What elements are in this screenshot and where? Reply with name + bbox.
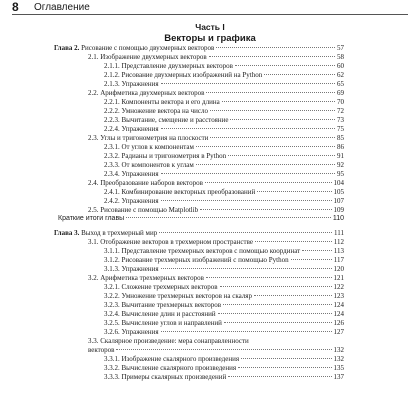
toc-entry-title: 3.2.4. Вычисление длин и расстояний bbox=[104, 310, 216, 318]
toc-entry-title: 2.2.2. Умножение вектора на число bbox=[104, 107, 209, 115]
toc-entry-title: 2.2.1. Компоненты вектора и его длина bbox=[104, 98, 220, 106]
toc-page-number: 132 bbox=[333, 346, 344, 354]
toc-entry-title: 3.1.1. Представление трехмерных векторов с помощью координат bbox=[104, 247, 301, 255]
toc-entry-title: 3.2.5. Вычисление углов и направлений bbox=[104, 319, 222, 327]
toc-page-number: 69 bbox=[337, 89, 344, 97]
toc-page-number: 117 bbox=[333, 256, 344, 264]
dot-leader bbox=[255, 241, 332, 242]
toc-entry bbox=[54, 143, 344, 152]
toc-entry-title: 2.3.3. От компонентов к углам bbox=[104, 161, 194, 169]
part-heading bbox=[0, 22, 420, 45]
toc-entry-title bbox=[54, 229, 157, 237]
toc-entry bbox=[54, 355, 344, 364]
table-of-contents bbox=[54, 44, 344, 382]
toc-page-number: 60 bbox=[337, 62, 344, 70]
chapter-label: Глава 2. bbox=[54, 44, 80, 52]
toc-entry-title: 2.1.1. Представление двухмерных векторов bbox=[104, 62, 233, 70]
toc-entry-text: 3.3. Скалярное произведение: мера сонаправленности bbox=[88, 337, 249, 345]
toc-page-number: 109 bbox=[333, 206, 344, 214]
dot-leader bbox=[206, 277, 332, 278]
toc-page-number: 91 bbox=[337, 152, 344, 160]
toc-entry bbox=[54, 134, 344, 143]
toc-page-number: 110 bbox=[332, 215, 344, 222]
dot-leader bbox=[264, 74, 335, 75]
toc-entry-title bbox=[54, 44, 214, 52]
toc-entry-title: 2.1.3. Упражнения bbox=[104, 80, 159, 88]
dot-leader bbox=[238, 367, 331, 368]
toc-entry bbox=[54, 373, 344, 382]
dot-leader bbox=[205, 182, 332, 183]
toc-entry bbox=[54, 247, 344, 256]
toc-entry-title: 2.4.1. Комбинирование векторных преобразований bbox=[104, 188, 256, 196]
toc-page-number: 58 bbox=[337, 53, 344, 61]
toc-page-number: 112 bbox=[333, 238, 344, 246]
dot-leader bbox=[235, 65, 335, 66]
toc-page-number: 111 bbox=[334, 229, 344, 237]
toc-entry bbox=[54, 80, 344, 89]
dot-leader bbox=[218, 313, 332, 314]
toc-page-number: 72 bbox=[337, 107, 344, 115]
toc-chapter bbox=[54, 229, 344, 238]
toc-entry bbox=[54, 125, 344, 134]
toc-page-number: 121 bbox=[333, 274, 344, 282]
toc-page-number: 86 bbox=[337, 143, 344, 151]
part-label: Часть I bbox=[195, 22, 225, 32]
toc-entry-title: 2.4. Преобразование наборов векторов bbox=[88, 179, 203, 187]
toc-entry-title: 3.2.2. Умножение трехмерных векторов на скаляр bbox=[104, 292, 253, 300]
running-header bbox=[12, 0, 408, 15]
toc-entry-title: 2.2. Арифметика двухмерных векторов bbox=[88, 89, 205, 97]
toc-entry bbox=[54, 346, 344, 355]
toc-entry bbox=[54, 283, 344, 292]
dot-leader bbox=[223, 304, 331, 305]
toc-page-number: 75 bbox=[337, 125, 344, 133]
toc-entry bbox=[54, 62, 344, 71]
toc-page-number: 135 bbox=[333, 364, 344, 372]
toc-entry bbox=[54, 89, 344, 98]
dot-leader bbox=[161, 128, 335, 129]
toc-page-number: 104 bbox=[333, 179, 344, 187]
toc-entry-title: 2.3.1. От углов к компонентам bbox=[104, 143, 194, 151]
dot-leader bbox=[210, 110, 335, 111]
toc-entry-title: векторов bbox=[88, 346, 115, 354]
dot-leader bbox=[228, 155, 335, 156]
toc-entry bbox=[54, 238, 344, 247]
dot-leader bbox=[220, 286, 332, 287]
toc-entry-title: 2.1. Изображение двухмерных векторов bbox=[88, 53, 207, 61]
toc-entry bbox=[54, 53, 344, 62]
dot-leader bbox=[200, 209, 331, 210]
toc-page-number: 120 bbox=[333, 265, 344, 273]
toc-entry-title: 3.1.2. Рисование трехмерных изображений с помощью Python bbox=[104, 256, 289, 264]
toc-entry bbox=[54, 292, 344, 301]
toc-entry bbox=[54, 98, 344, 107]
toc-entry bbox=[54, 116, 344, 125]
dot-leader bbox=[302, 250, 332, 251]
toc-entry bbox=[54, 206, 344, 215]
toc-page-number: 137 bbox=[333, 373, 344, 381]
dot-leader bbox=[228, 376, 331, 377]
toc-entry-title: 3.2.3. Вычитание трехмерных векторов bbox=[104, 301, 222, 309]
toc-entry-title: 2.2.4. Упражнения bbox=[104, 125, 159, 133]
chapter-title: Выход в трехмерный мир bbox=[79, 229, 158, 237]
toc-entry-title: 3.3.1. Изображение скалярного произведения bbox=[104, 355, 240, 363]
toc-page-number: 62 bbox=[337, 71, 344, 79]
toc-entry bbox=[54, 310, 344, 319]
toc-page-number: 92 bbox=[337, 161, 344, 169]
toc-chapter bbox=[54, 44, 344, 53]
toc-entry bbox=[54, 71, 344, 80]
toc-entry-title: 3.2. Арифметика трехмерных векторов bbox=[88, 274, 204, 282]
toc-entry-title: 2.1.2. Рисование двухмерных изображений на Python bbox=[104, 71, 263, 79]
dot-leader bbox=[159, 232, 332, 233]
toc-page-number: 127 bbox=[333, 328, 344, 336]
dot-leader bbox=[291, 259, 332, 260]
page-number: 8 bbox=[12, 0, 19, 14]
chapter-label: Глава 3. bbox=[54, 229, 80, 237]
toc-page-number: 107 bbox=[333, 197, 344, 205]
toc-entry-title: 2.3. Углы и тригонометрия на плоскости bbox=[88, 134, 209, 142]
toc-entry-title: 3.3.2. Вычисление скалярного произведения bbox=[104, 364, 237, 372]
toc-entry-title: 3.1. Отображение векторов в трехмерном пространстве bbox=[88, 238, 253, 246]
dot-leader bbox=[161, 173, 335, 174]
toc-page-number: 122 bbox=[333, 283, 344, 291]
toc-page-number: 113 bbox=[333, 247, 344, 255]
toc-entry bbox=[54, 188, 344, 197]
toc-entry-title: 3.2.6. Упражнения bbox=[104, 328, 159, 336]
toc-page-number: 105 bbox=[333, 188, 344, 196]
toc-page-number: 124 bbox=[333, 310, 344, 318]
dot-leader bbox=[116, 349, 331, 350]
toc-entry-title: 2.3.2. Радианы и тригонометрия в Python bbox=[104, 152, 227, 160]
toc-page-number: 95 bbox=[337, 170, 344, 178]
toc-entry-title: 2.2.3. Вычитание, смещение и расстояние bbox=[104, 116, 229, 124]
toc-entry bbox=[54, 274, 344, 283]
toc-entry bbox=[54, 107, 344, 116]
dot-leader bbox=[216, 47, 335, 48]
toc-entry bbox=[54, 152, 344, 161]
dot-leader bbox=[126, 217, 331, 218]
dot-leader bbox=[161, 83, 335, 84]
dot-leader bbox=[206, 92, 335, 93]
dot-leader bbox=[161, 200, 332, 201]
toc-entry-title: 2.3.4. Упражнения bbox=[104, 170, 159, 178]
dot-leader bbox=[161, 268, 332, 269]
toc-entry bbox=[54, 197, 344, 206]
toc-entry-title: 2.5. Рисование с помощью Matplotlib bbox=[88, 206, 199, 214]
toc-entry bbox=[54, 161, 344, 170]
dot-leader bbox=[196, 146, 335, 147]
dot-leader bbox=[222, 101, 335, 102]
toc-entry bbox=[54, 215, 344, 224]
toc-page-number: 123 bbox=[333, 292, 344, 300]
dot-leader bbox=[230, 119, 335, 120]
dot-leader bbox=[241, 358, 331, 359]
dot-leader bbox=[257, 191, 331, 192]
toc-page-number: 126 bbox=[333, 319, 344, 327]
toc-entry bbox=[54, 328, 344, 337]
toc-entry bbox=[54, 301, 344, 310]
running-title: Оглавление bbox=[34, 2, 90, 13]
toc-entry bbox=[54, 256, 344, 265]
toc-page-number: 132 bbox=[333, 355, 344, 363]
toc-page-number: 57 bbox=[337, 44, 344, 52]
toc-entry bbox=[54, 179, 344, 188]
dot-leader bbox=[210, 137, 335, 138]
dot-leader bbox=[196, 164, 335, 165]
toc-entry bbox=[54, 170, 344, 179]
part-title: Векторы и графика bbox=[164, 33, 256, 44]
dot-leader bbox=[161, 331, 332, 332]
toc-entry bbox=[54, 265, 344, 274]
toc-page-number: 70 bbox=[337, 98, 344, 106]
toc-entry bbox=[54, 364, 344, 373]
toc-entry-title: Краткие итоги главы bbox=[58, 215, 125, 222]
toc-entry-title: 3.1.3. Упражнения bbox=[104, 265, 159, 273]
toc-page-number: 124 bbox=[333, 301, 344, 309]
toc-page-number: 65 bbox=[337, 80, 344, 88]
toc-entry-title: 3.2.1. Сложение трехмерных векторов bbox=[104, 283, 218, 291]
chapter-title: Рисование с помощью двухмерных векторов bbox=[79, 44, 215, 52]
toc-page-number: 85 bbox=[337, 134, 344, 142]
dot-leader bbox=[209, 56, 335, 57]
toc-page-number: 73 bbox=[337, 116, 344, 124]
toc-entry bbox=[54, 319, 344, 328]
toc-entry-title: 3.3.3. Примеры скалярных произведений bbox=[104, 373, 227, 381]
toc-entry-title: 2.4.2. Упражнения bbox=[104, 197, 159, 205]
dot-leader bbox=[224, 322, 332, 323]
dot-leader bbox=[254, 295, 331, 296]
